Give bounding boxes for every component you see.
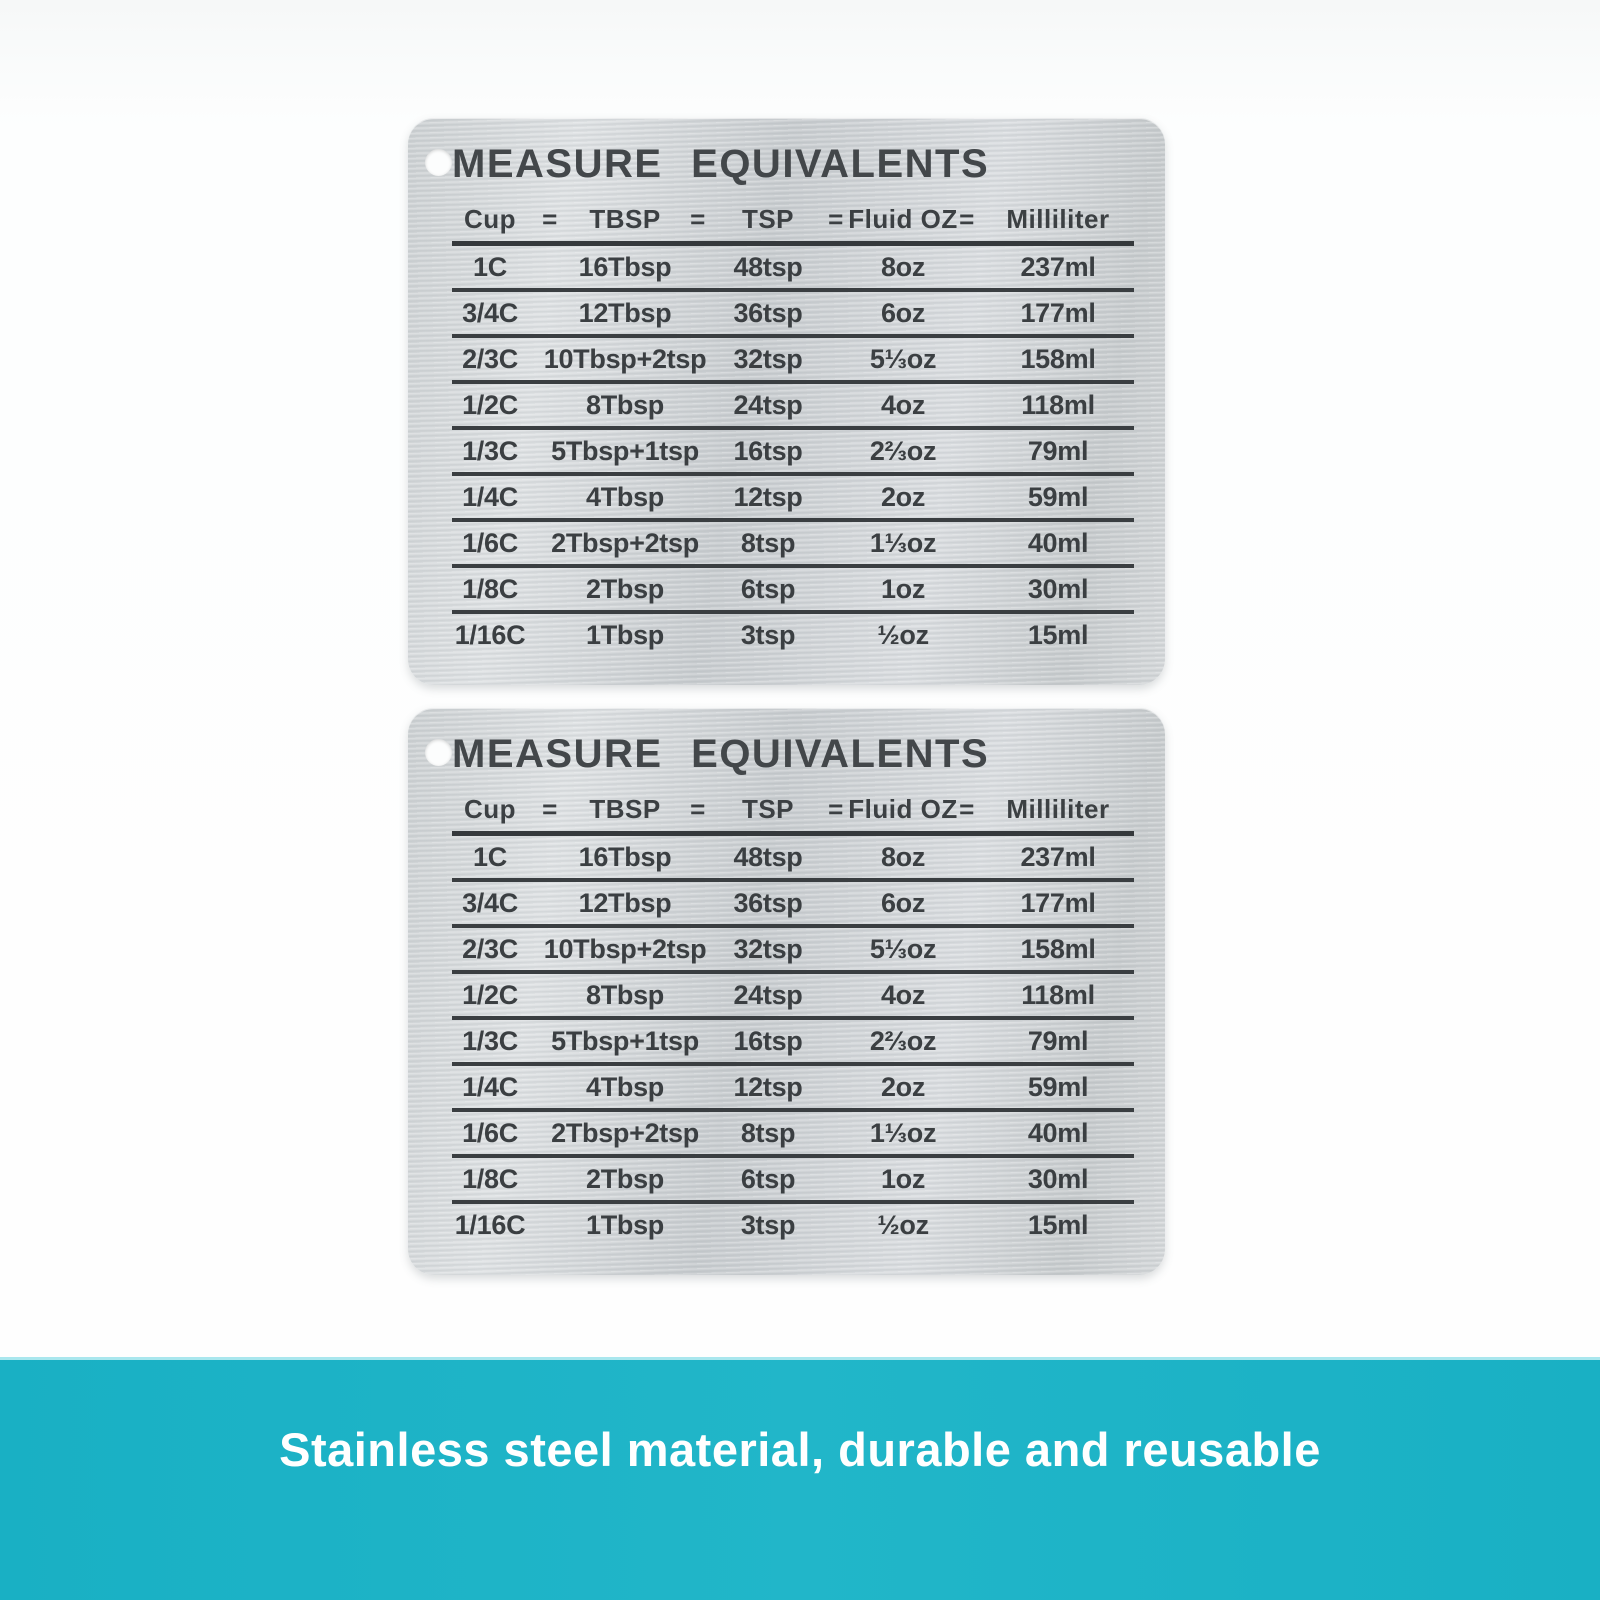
table-cell: 1/8C bbox=[462, 573, 518, 604]
table-cell: 1Tbsp bbox=[585, 619, 664, 650]
table-row bbox=[452, 1112, 1134, 1154]
table-cell: 16tsp bbox=[733, 435, 803, 466]
table-cell: 1/3C bbox=[462, 435, 518, 466]
equals-sign: = bbox=[542, 793, 558, 824]
table-cell: 158ml bbox=[1020, 343, 1096, 374]
equals-sign: = bbox=[959, 203, 975, 234]
table-cell: 1⅓oz bbox=[869, 1117, 937, 1148]
table-cell: 10Tbsp+2tsp bbox=[543, 933, 707, 964]
equals-sign: = bbox=[828, 203, 844, 234]
table-cell: 8Tbsp bbox=[585, 979, 664, 1010]
table-cell: 8tsp bbox=[740, 527, 796, 558]
equals-sign: = bbox=[828, 793, 844, 824]
table-cell: 1/3C bbox=[462, 1025, 518, 1056]
table-cell: 6oz bbox=[880, 887, 926, 918]
table-cell: 40ml bbox=[1027, 527, 1089, 558]
table-cell: ½oz bbox=[877, 1209, 929, 1240]
table-row bbox=[452, 476, 1134, 518]
table-cell: ½oz bbox=[877, 619, 929, 650]
table-cell: 177ml bbox=[1020, 297, 1096, 328]
table-cell: 4oz bbox=[880, 389, 926, 420]
table-cell: 16Tbsp bbox=[578, 251, 672, 282]
table-cell: 3tsp bbox=[740, 619, 796, 650]
table-row bbox=[452, 246, 1134, 288]
table-cell: 118ml bbox=[1021, 389, 1095, 420]
table-cell: 1/16C bbox=[454, 1209, 526, 1240]
table-cell: 1C bbox=[473, 251, 507, 282]
table-cell: 1⅓oz bbox=[869, 527, 937, 558]
table-cell: 1/8C bbox=[462, 1163, 518, 1194]
column-header: Milliliter bbox=[1006, 203, 1110, 234]
table-cell: 1oz bbox=[880, 573, 926, 604]
table-cell: 5⅓oz bbox=[869, 343, 937, 374]
column-header: TBSP bbox=[589, 793, 661, 824]
column-header: Milliliter bbox=[1006, 793, 1110, 824]
table-row bbox=[452, 836, 1134, 878]
table-row bbox=[452, 568, 1134, 610]
table-cell: 15ml bbox=[1027, 1209, 1089, 1240]
table-cell: 1/4C bbox=[462, 1071, 518, 1102]
hanging-hole bbox=[425, 149, 452, 176]
column-header: Fluid OZ bbox=[848, 203, 958, 234]
table-cell: 6tsp bbox=[740, 1163, 796, 1194]
table-cell: 2oz bbox=[880, 1071, 926, 1102]
table-cell: 79ml bbox=[1027, 435, 1089, 466]
table-cell: 6oz bbox=[880, 297, 926, 328]
table-cell: 16tsp bbox=[733, 1025, 803, 1056]
table-row bbox=[452, 614, 1134, 656]
table-cell: 79ml bbox=[1027, 1025, 1089, 1056]
table-cell: 118ml bbox=[1021, 979, 1095, 1010]
table-cell: 10Tbsp+2tsp bbox=[543, 343, 707, 374]
equals-sign: = bbox=[959, 793, 975, 824]
table-cell: 5⅓oz bbox=[869, 933, 937, 964]
measure-plate-2 bbox=[408, 708, 1165, 1275]
table-cell: 1/6C bbox=[462, 527, 518, 558]
table-cell: 2Tbsp bbox=[585, 573, 664, 604]
table-cell: 3/4C bbox=[462, 887, 518, 918]
table-cell: 237ml bbox=[1020, 251, 1096, 282]
table-body bbox=[452, 836, 1134, 1246]
table-cell: 8oz bbox=[880, 841, 926, 872]
table-header-row bbox=[452, 787, 1134, 831]
table-cell: 4oz bbox=[880, 979, 926, 1010]
table-row bbox=[452, 384, 1134, 426]
table-cell: 30ml bbox=[1027, 1163, 1089, 1194]
table-cell: 2oz bbox=[880, 481, 926, 512]
table-row bbox=[452, 430, 1134, 472]
table-cell: 30ml bbox=[1027, 573, 1089, 604]
table-cell: 177ml bbox=[1020, 887, 1096, 918]
table-cell: 15ml bbox=[1027, 619, 1089, 650]
table-cell: 3tsp bbox=[740, 1209, 796, 1240]
table-cell: 16Tbsp bbox=[578, 841, 672, 872]
table-cell: 36tsp bbox=[733, 887, 803, 918]
table-cell: 2/3C bbox=[462, 343, 518, 374]
table-cell: 2Tbsp+2tsp bbox=[551, 527, 699, 558]
table-cell: 59ml bbox=[1027, 481, 1089, 512]
table-row bbox=[452, 1020, 1134, 1062]
table-cell: 4Tbsp bbox=[585, 1071, 664, 1102]
table-row bbox=[452, 292, 1134, 334]
table-cell: 12Tbsp bbox=[578, 887, 672, 918]
table-row bbox=[452, 1066, 1134, 1108]
table-cell: 40ml bbox=[1027, 1117, 1089, 1148]
column-header: TSP bbox=[741, 203, 795, 234]
table-row bbox=[452, 928, 1134, 970]
table-header-row bbox=[452, 197, 1134, 241]
table-cell: 12tsp bbox=[733, 1071, 803, 1102]
table-row bbox=[452, 882, 1134, 924]
table-cell: 1/4C bbox=[462, 481, 518, 512]
table-cell: 2Tbsp bbox=[585, 1163, 664, 1194]
table-cell: 48tsp bbox=[733, 841, 803, 872]
equals-sign: = bbox=[690, 203, 706, 234]
table-cell: 2⅔oz bbox=[869, 435, 937, 466]
column-header: Cup bbox=[463, 793, 517, 824]
table-cell: 59ml bbox=[1027, 1071, 1089, 1102]
caption-banner bbox=[0, 1357, 1600, 1600]
table-cell: 5Tbsp+1tsp bbox=[551, 1025, 699, 1056]
table-cell: 48tsp bbox=[733, 251, 803, 282]
table-cell: 1Tbsp bbox=[585, 1209, 664, 1240]
table-cell: 32tsp bbox=[733, 933, 803, 964]
table-cell: 158ml bbox=[1020, 933, 1096, 964]
table-cell: 8tsp bbox=[740, 1117, 796, 1148]
table-cell: 12Tbsp bbox=[578, 297, 672, 328]
table-cell: 36tsp bbox=[733, 297, 803, 328]
table-cell: 2⅔oz bbox=[869, 1025, 937, 1056]
column-header: TSP bbox=[741, 793, 795, 824]
table-body bbox=[452, 246, 1134, 656]
table-cell: 1/16C bbox=[454, 619, 526, 650]
table-cell: 8Tbsp bbox=[585, 389, 664, 420]
table-cell: 6tsp bbox=[740, 573, 796, 604]
caption-text: Stainless steel material, durable and reusable bbox=[279, 1423, 1321, 1476]
table-row bbox=[452, 522, 1134, 564]
table-cell: 1C bbox=[473, 841, 507, 872]
table-cell: 1/2C bbox=[462, 979, 518, 1010]
table-cell: 237ml bbox=[1020, 841, 1096, 872]
measure-plate-1 bbox=[408, 118, 1165, 685]
plate-title: MEASURE EQUIVALENTS bbox=[452, 732, 990, 776]
plate-title: MEASURE EQUIVALENTS bbox=[452, 142, 990, 186]
table-row bbox=[452, 974, 1134, 1016]
table-cell: 2/3C bbox=[462, 933, 518, 964]
table-cell: 2Tbsp+2tsp bbox=[551, 1117, 699, 1148]
table-cell: 1/2C bbox=[462, 389, 518, 420]
hanging-hole bbox=[425, 739, 452, 766]
table-cell: 1oz bbox=[880, 1163, 926, 1194]
table-cell: 24tsp bbox=[733, 979, 803, 1010]
table-cell: 1/6C bbox=[462, 1117, 518, 1148]
table-row bbox=[452, 338, 1134, 380]
table-cell: 24tsp bbox=[733, 389, 803, 420]
table-cell: 3/4C bbox=[462, 297, 518, 328]
table-cell: 5Tbsp+1tsp bbox=[551, 435, 699, 466]
table-cell: 8oz bbox=[880, 251, 926, 282]
table-cell: 12tsp bbox=[733, 481, 803, 512]
table-cell: 4Tbsp bbox=[585, 481, 664, 512]
table-row bbox=[452, 1158, 1134, 1200]
column-header: TBSP bbox=[589, 203, 661, 234]
equals-sign: = bbox=[542, 203, 558, 234]
table-cell: 32tsp bbox=[733, 343, 803, 374]
equals-sign: = bbox=[690, 793, 706, 824]
column-header: Fluid OZ bbox=[848, 793, 958, 824]
table-row bbox=[452, 1204, 1134, 1246]
column-header: Cup bbox=[463, 203, 517, 234]
